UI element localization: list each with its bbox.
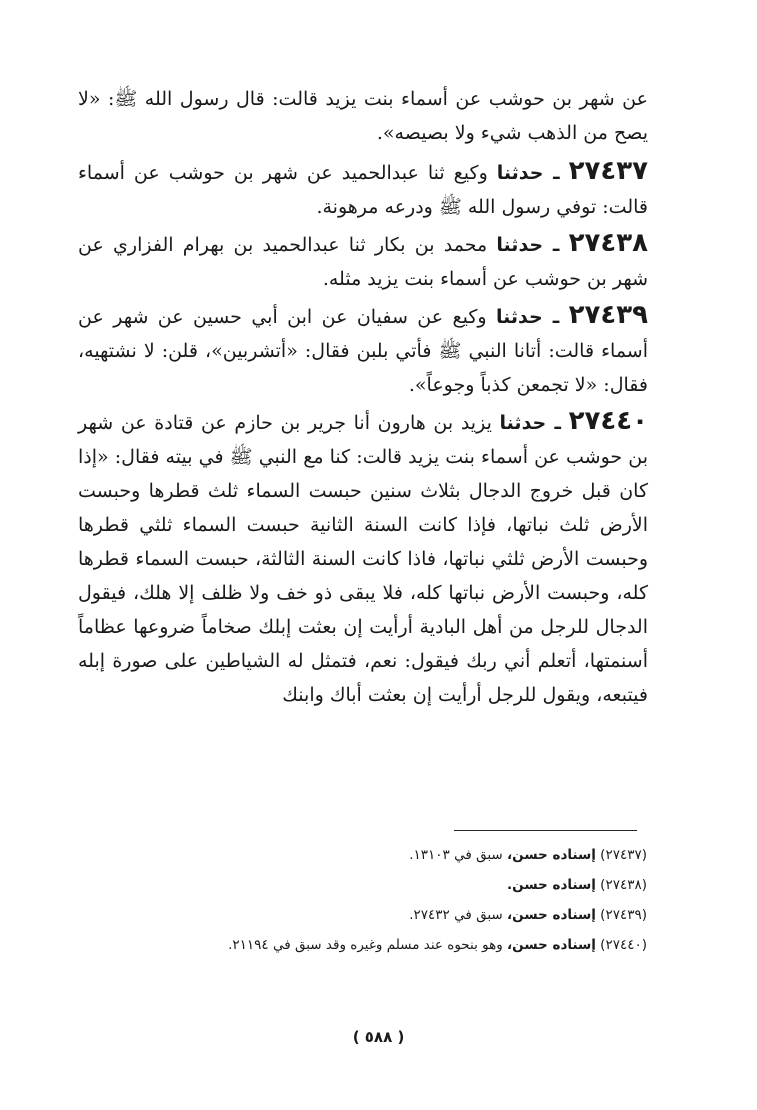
footnote-grade: إسناده حسن، [507, 847, 596, 863]
hadith-text: يزيد بن هارون أنا جرير بن حازم عن قتادة عن شهر بن حوشب عن أسماء بنت يزيد قالت: كنا مع النبي ﷺ في بيته فقال: «إذا كان قبل خروج الدجال بثلاث سنين حبست السماء ثلث قطرها وحبست الأرض ثلث نباتها، فإذا كانت السنة الثانية حبست السماء ثلثي قطرها وحبست الأرض ثلثي نباتها، فاذا كانت السنة الثالثة، حبست السماء قطرها كله، وحبست الأرض نباتها كله، فلا يبقى ذو خف ولا ظلف إلا هلك، فيقول الدجال للرجل من أهل البادية أرأيت إن بعثت إبلك صخاماً ضروعها عظاماً أسنمتها، أتعلم أني ربك فيقول: نعم، فتمثل له الشياطين على صورة إبله فيتبعه، ويقول للرجل أرأيت إن بعثت أباك وابنك [78, 412, 648, 706]
footnote-text: وهو بنحوه عند مسلم وغيره وقد سبق في ٢١١٩٤. [228, 937, 503, 953]
hadith-number: ٢٧٤٣٩ [568, 300, 649, 330]
main-text [78, 82, 648, 714]
dash-separator: ـ [543, 234, 560, 256]
dash-separator: ـ [542, 306, 560, 328]
footnote-ref: (٢٧٤٣٧) [600, 847, 647, 863]
hadith-text: وكيع ثنا عبدالحميد عن شهر بن حوشب عن أسماء قالت: توفي رسول الله ﷺ ودرعه مرهونة. [78, 162, 648, 218]
footnote [127, 840, 647, 870]
hadith-paragraph [78, 154, 648, 224]
hadith-lead: حدثنا [499, 412, 547, 434]
hadith-number: ٢٧٤٣٨ [568, 228, 649, 258]
footnote-ref: (٢٧٤٣٨) [600, 877, 647, 893]
footnote-grade: إسناده حسن. [507, 877, 596, 893]
footnote-text: سبق في ١٣١٠٣. [409, 847, 503, 863]
hadith-paragraph [78, 298, 648, 402]
footnote [127, 870, 647, 900]
footnote-text: سبق في ٢٧٤٣٢. [409, 907, 503, 923]
hadith-text: وكيع عن سفيان عن ابن أبي حسين عن شهر عن أسماء قالت: أتانا النبي ﷺ فأتي بلبن فقال: «أتشربين»، قلن: لا نشتهيه، فقال: «لا تجمعن كذباً وجوعاً». [78, 306, 648, 396]
hadith-text: محمد بن بكار ثنا عبدالحميد بن بهرام الفزاري عن شهر بن حوشب عن أسماء بنت يزيد مثله. [78, 234, 648, 290]
footnote-grade: إسناده حسن، [507, 937, 596, 953]
hadith-paragraph [78, 404, 648, 712]
dash-separator: ـ [543, 162, 560, 184]
dash-separator: ـ [546, 412, 561, 434]
hadith-paragraph [78, 82, 648, 150]
footnote [127, 900, 647, 930]
hadith-paragraph [78, 226, 648, 296]
footnote-ref: (٢٧٤٤٠) [600, 937, 647, 953]
hadith-lead: حدثنا [496, 234, 544, 256]
page-number: ( ٥٨٨ ) [352, 1028, 405, 1046]
footnote [127, 930, 647, 960]
footnote-grade: إسناده حسن، [507, 907, 596, 923]
footnotes [127, 840, 647, 960]
hadith-text: عن شهر بن حوشب عن أسماء بنت يزيد قالت: قال رسول الله ﷺ: «لا يصح من الذهب شيء ولا بصيصه». [78, 88, 648, 144]
hadith-lead: حدثنا [496, 162, 544, 184]
footnote-ref: (٢٧٤٣٩) [600, 907, 647, 923]
hadith-number: ٢٧٤٣٧ [568, 156, 648, 186]
footnote-divider [454, 830, 637, 831]
hadith-number: ٢٧٤٤٠ [568, 406, 649, 436]
hadith-lead: حدثنا [496, 306, 543, 328]
